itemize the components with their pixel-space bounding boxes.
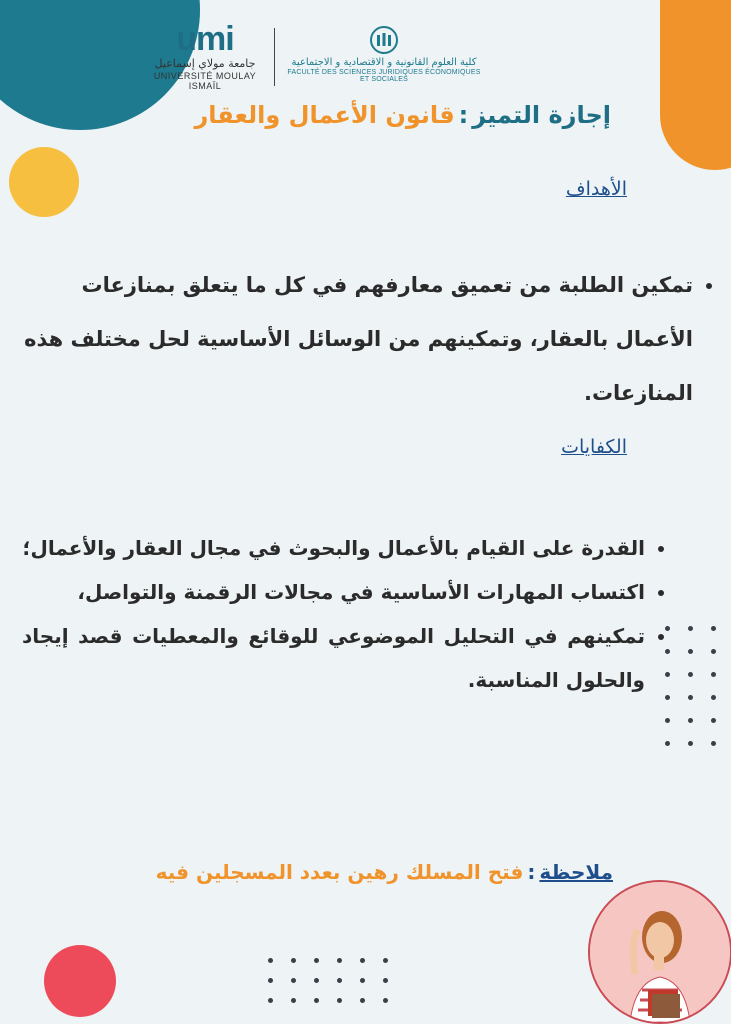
university-name-ar: جامعة مولاي إسماعيل	[154, 57, 256, 70]
note-label: ملاحظة	[539, 860, 613, 884]
orange-pill-decoration	[660, 0, 731, 170]
competency-item: • القدرة على القيام بالأعمال والبحوث في مجال العقار والأعمال؛	[22, 526, 645, 570]
student-photo	[588, 880, 731, 1024]
title-program-name: قانون الأعمال والعقار	[194, 101, 455, 129]
university-logo-mark: umi	[176, 20, 234, 58]
page-title	[194, 101, 611, 129]
title-label: إجازة التميز	[472, 101, 611, 129]
competencies-heading: الكفايات	[561, 436, 627, 458]
objectives-list	[18, 258, 723, 420]
registration-note	[156, 860, 613, 884]
logo-divider	[274, 28, 275, 86]
note-separator: :	[527, 860, 536, 884]
dot-grid-decoration	[665, 626, 716, 746]
objective-item: • تمكين الطلبة من تعميق معارفهم في كل ما يتعلق بمنازعات الأعمال بالعقار، وتمكينهم من الوسائل الأساسية لحل مختلف هذه المنازعات.	[18, 258, 693, 420]
competency-item: • اكتساب المهارات الأساسية في مجالات الرقمنة والتواصل،	[22, 570, 645, 614]
red-circle-decoration	[44, 945, 116, 1017]
student-illustration-icon	[590, 882, 730, 1022]
competencies-list	[22, 526, 671, 702]
note-text: فتح المسلك رهين بعدد المسجلين فيه	[155, 860, 524, 884]
objectives-heading: الأهداف	[565, 178, 627, 200]
competency-item: • تمكينهم في التحليل الموضوعي للوقائع والمعطيات قصد إيجاد والحلول المناسبة.	[22, 614, 645, 702]
faculty-emblem-icon	[369, 26, 399, 54]
faculty-logo	[284, 26, 484, 83]
title-separator: :	[458, 101, 469, 129]
faculty-name-ar: كلية العلوم القانونية و الاقتصادية و الاجتماعية	[291, 57, 477, 68]
faculty-name-fr: FACULTÉ DES SCIENCES JURIDIQUES ÉCONOMIQUES ET SOCIALES	[287, 69, 481, 83]
university-logo	[150, 22, 260, 90]
dot-grid-decoration-bottom	[268, 958, 388, 1003]
university-name-fr: UNIVERSITÉ MOULAY ISMAÏL	[153, 71, 257, 91]
yellow-circle-decoration	[9, 147, 79, 217]
